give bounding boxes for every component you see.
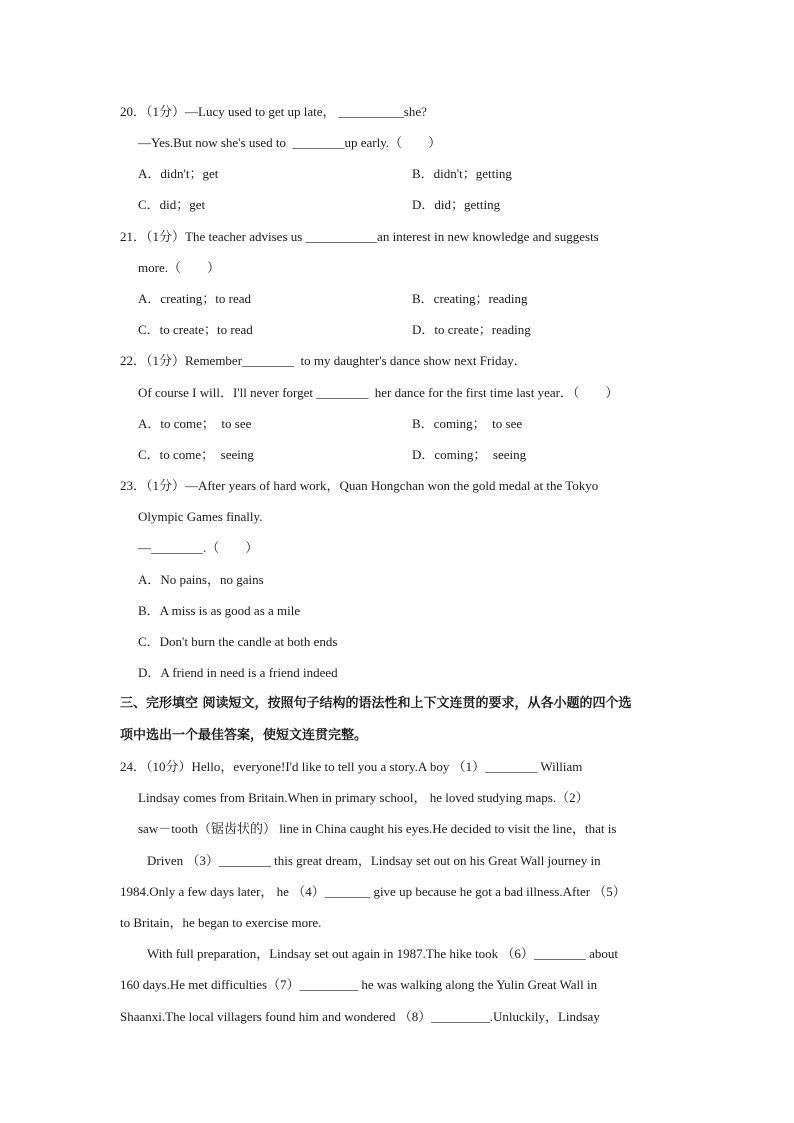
q24-passage-line-6: to Britain，he began to exercise more. [120, 915, 322, 930]
q21-stem-cont: more.（ ） [138, 260, 220, 275]
q20-option-d[interactable]: D．did；getting [412, 197, 501, 212]
q24-passage-line-8: 160 days.He met difficulties（7）_________ he was walking along the Yulin Great Wall in [120, 977, 598, 992]
q24-passage-line-5: 1984.Only a few days later， he （4）_______ give up because he got a bad illness.After （5） [120, 884, 626, 899]
q23-option-b[interactable]: B．A miss is as good as a mile [138, 603, 301, 618]
q23-option-d[interactable]: D．A friend in need is a friend indeed [138, 665, 338, 680]
q22-option-b[interactable]: B．coming； to see [412, 416, 523, 431]
q23-stem-cont: Olympic Games finally. [138, 509, 263, 524]
q22-option-d[interactable]: D．coming； seeing [412, 447, 527, 462]
q24-passage-line-9: Shaanxi.The local villagers found him and wondered （8）_________.Unluckily，Lindsay [120, 1009, 600, 1024]
q20-option-c[interactable]: C．did；get [138, 197, 206, 212]
q23-option-a[interactable]: A．No pains，no gains [138, 572, 264, 587]
q21-option-c[interactable]: C．to create；to read [138, 322, 253, 337]
q24-passage-line-4: Driven （3）________ this great dream，Lindsay set out on his Great Wall journey in [147, 853, 601, 868]
q21-stem: 21．（1分）The teacher advises us ___________an interest in new knowledge and suggests [120, 229, 599, 244]
q20-option-b[interactable]: B．didn't；getting [412, 166, 512, 181]
q21-option-b[interactable]: B．creating；reading [412, 291, 528, 306]
q21-option-d[interactable]: D．to create；reading [412, 322, 531, 337]
q21-option-a[interactable]: A．creating；to read [138, 291, 251, 306]
q22-option-a[interactable]: A．to come； to see [138, 416, 252, 431]
q23-stem: 23．（1分）—After years of hard work，Quan Hongchan won the gold medal at the Tokyo [120, 478, 599, 493]
q20-reply: —Yes.But now she's used to ________up early.（ ） [138, 135, 442, 150]
q22-option-c[interactable]: C．to come； seeing [138, 447, 254, 462]
q24-passage-line-7: With full preparation，Lindsay set out again in 1987.The hike took （6）________ about [147, 946, 619, 961]
q20-stem: 20．（1分）—Lucy used to get up late， __________she? [120, 104, 427, 119]
q24-passage-line-3: saw－tooth（锯齿状的） line in China caught his eyes.He decided to visit the line，that is [138, 821, 617, 836]
section-heading-cont: 项中选出一个最佳答案，使短文连贯完整。 [120, 728, 368, 743]
q23-reply: —________.（ ） [138, 540, 259, 555]
q24-passage-line-1: 24．（10分）Hello，everyone!I'd like to tell you a story.A boy （1）________ William [120, 759, 583, 774]
q23-option-c[interactable]: C．Don't burn the candle at both ends [138, 634, 338, 649]
section-heading: 三、完形填空 阅读短文，按照句子结构的语法性和上下文连贯的要求，从各小题的四个选 [120, 696, 632, 711]
q22-reply: Of course I will．I'll never forget ________ her dance for the first time last year．（ ） [138, 385, 619, 400]
q22-stem: 22．（1分）Remember________ to my daughter's dance show next Friday． [120, 353, 527, 368]
q20-option-a[interactable]: A．didn't；get [138, 166, 219, 181]
q24-passage-line-2: Lindsay comes from Britain.When in primary school， he loved studying maps.（2） [138, 790, 589, 805]
